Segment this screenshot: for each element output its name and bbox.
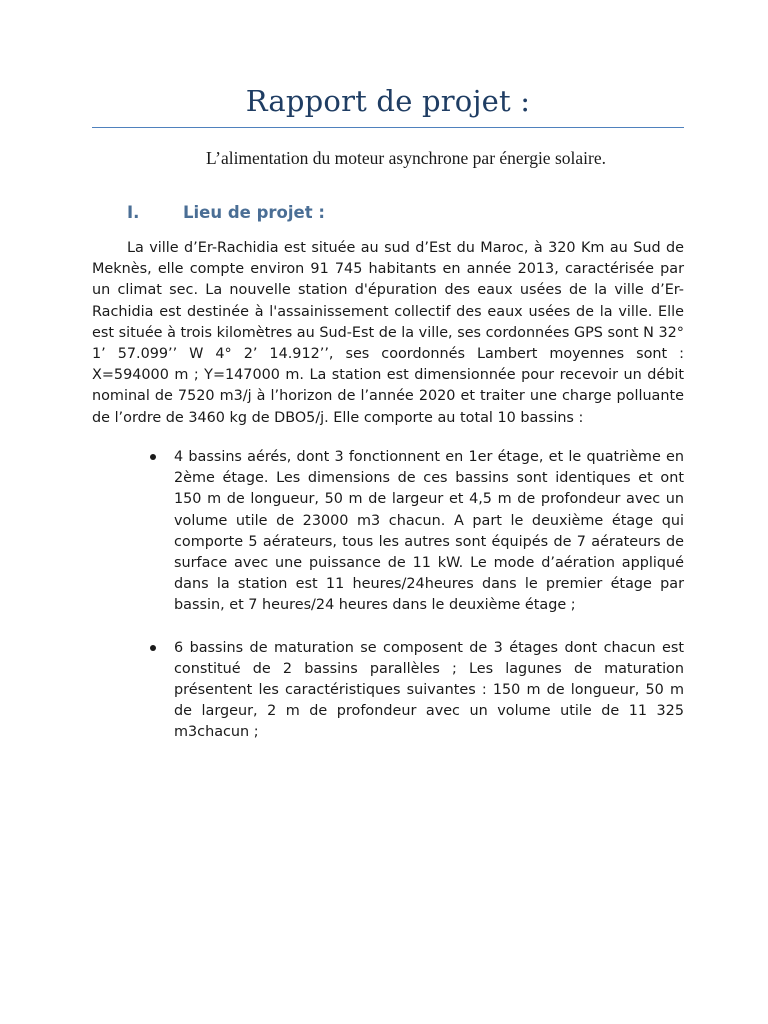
document-title: Rapport de projet : — [245, 84, 531, 118]
bullet-icon — [150, 454, 156, 460]
title-underline-rule — [92, 127, 684, 128]
list-item — [150, 447, 684, 617]
section-number: I. — [127, 203, 140, 222]
bullet-text: 6 bassins de maturation se composent de 3 étages dont chacun est constitué de 2 bassins parallèles ; Les lagunes de maturation présentent les caractéristiques suivantes : 150 m de longueur, 50 m de largeur, 2 m de profondeur avec un volume utile de 11 325 m3chacun ; — [174, 639, 684, 741]
bullet-text: 4 bassins aérés, dont 3 fonctionnent en 1er étage, et le quatrième en 2ème étage. Les dimensions de ces bassins sont identiques et ont 150 m de longueur, 50 m de largeur et 4,5 m de profondeur avec un volume utile de 23000 m3 chacun. A part le deuxième étage qui comporte 5 aérateurs, tous les autres sont équipés de 7 aérateurs de surface avec une puissance de 11 kW. Le mode d’aération appliqué dans la station est 11 heures/24heures dans le premier étage par bassin, et 7 heures/24 heures dans le deuxième étage ; — [174, 449, 684, 614]
bullet-icon — [150, 645, 156, 651]
section-heading — [127, 203, 325, 222]
bullet-list — [150, 447, 684, 744]
section-heading-label: Lieu de projet : — [183, 203, 325, 222]
intro-paragraph: La ville d’Er-Rachidia est située au sud d’Est du Maroc, à 320 Km au Sud de Meknès, elle compte environ 91 745 habitants en année 2013, caractérisée par un climat sec. La nouvelle station d'épuration des eaux usées de la ville d’Er-Rachidia est destinée à l'assainissement collectif des eaux usées de la ville. Elle est située à trois kilomètres au Sud-Est de la ville, ses cordonnées GPS sont N 32° 1’ 57.099’’ W 4° 2’ 14.912’’, ses coordonnés Lambert moyennes sont : X=594000 m ; Y=147000 m. La station est dimensionnée pour recevoir un débit nominal de 7520 m3/j à l’horizon de l’année 2020 et traiter une charge polluante de l’ordre de 3460 kg de DBO5/j. Elle comporte au total 10 bassins : — [92, 240, 684, 426]
document-subtitle: L’alimentation du moteur asynchrone par énergie solaire. — [206, 148, 606, 168]
list-item — [150, 638, 684, 744]
